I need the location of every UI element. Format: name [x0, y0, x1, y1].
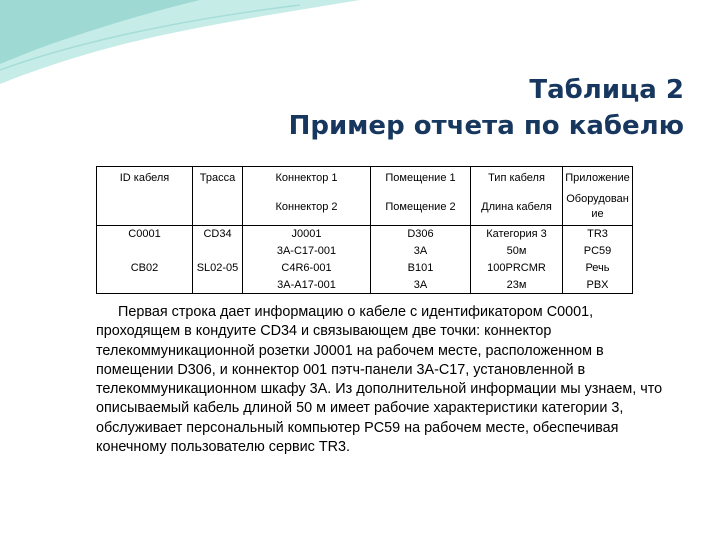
table-header-cell: Тип кабеля — [471, 167, 563, 190]
table-cell: PC59 — [563, 243, 633, 260]
corner-wave-decoration — [0, 0, 420, 90]
table-header-row-1 — [97, 167, 633, 190]
table-cell: TR3 — [563, 226, 633, 243]
table-header-cell — [97, 190, 193, 226]
table-row — [97, 243, 633, 260]
table-header-cell: Оборудован ие — [563, 190, 633, 226]
table-cell: CD34 — [193, 226, 243, 243]
cable-report-table — [96, 166, 633, 294]
table-header-cell: Помещение 1 — [371, 167, 471, 190]
table-cell: 100PRCMR — [471, 260, 563, 277]
table-cell: Речь — [563, 260, 633, 277]
table-header-cell: Помещение 2 — [371, 190, 471, 226]
table-cell: B101 — [371, 260, 471, 277]
table-cell — [193, 277, 243, 294]
table-header-row-2 — [97, 190, 633, 226]
table-cell: C4R6-001 — [243, 260, 371, 277]
table-cell: D306 — [371, 226, 471, 243]
table-cell — [97, 243, 193, 260]
table-header-cell: Длина кабеля — [471, 190, 563, 226]
table-cell — [193, 243, 243, 260]
table-cell: SL02-05 — [193, 260, 243, 277]
description-paragraph: Первая строка дает информацию о кабеле с идентификатором C0001, проходящем в кондуите CD34 и связывающем две точки: коннектор телекоммуникационной розетки J0001 на рабочем месте, расположенном в помещении D306, и коннектор 001 пэтч-панели 3A-C17, установленной в телекоммуникационном шкафу 3A. Из дополнительной информации мы узнаем, что описываемый кабель длиной 50 м имеет рабочие характеристики категории 3, обслуживает персональный компьютер PC59 на рабочем месте, обеспечивая конечному пользователю сервис TR3. — [96, 304, 663, 456]
table-cell: 3A — [371, 277, 471, 294]
table-cell: 3A-C17-001 — [243, 243, 371, 260]
table-cell: CB02 — [97, 260, 193, 277]
table-cell: J0001 — [243, 226, 371, 243]
table-cell: Категория 3 — [471, 226, 563, 243]
table-cell: 23м — [471, 277, 563, 294]
table-header-cell — [193, 190, 243, 226]
table-cell: 50м — [471, 243, 563, 260]
table-header-cell: Трасса — [193, 167, 243, 190]
table-header-cell: Коннектор 1 — [243, 167, 371, 190]
table-cell: C0001 — [97, 226, 193, 243]
table-row — [97, 226, 633, 243]
slide-subtitle: Пример отчета по кабелю — [288, 111, 684, 141]
table-cell: 3A-A17-001 — [243, 277, 371, 294]
table-cell — [97, 277, 193, 294]
table-row — [97, 277, 633, 294]
table-row — [97, 260, 633, 277]
table-header-cell: Коннектор 2 — [243, 190, 371, 226]
table-header-cell: ID кабеля — [97, 167, 193, 190]
table-header-cell: Приложение — [563, 167, 633, 190]
table-cell: 3A — [371, 243, 471, 260]
table-cell: PBX — [563, 277, 633, 294]
slide-title: Таблица 2 — [529, 75, 684, 105]
